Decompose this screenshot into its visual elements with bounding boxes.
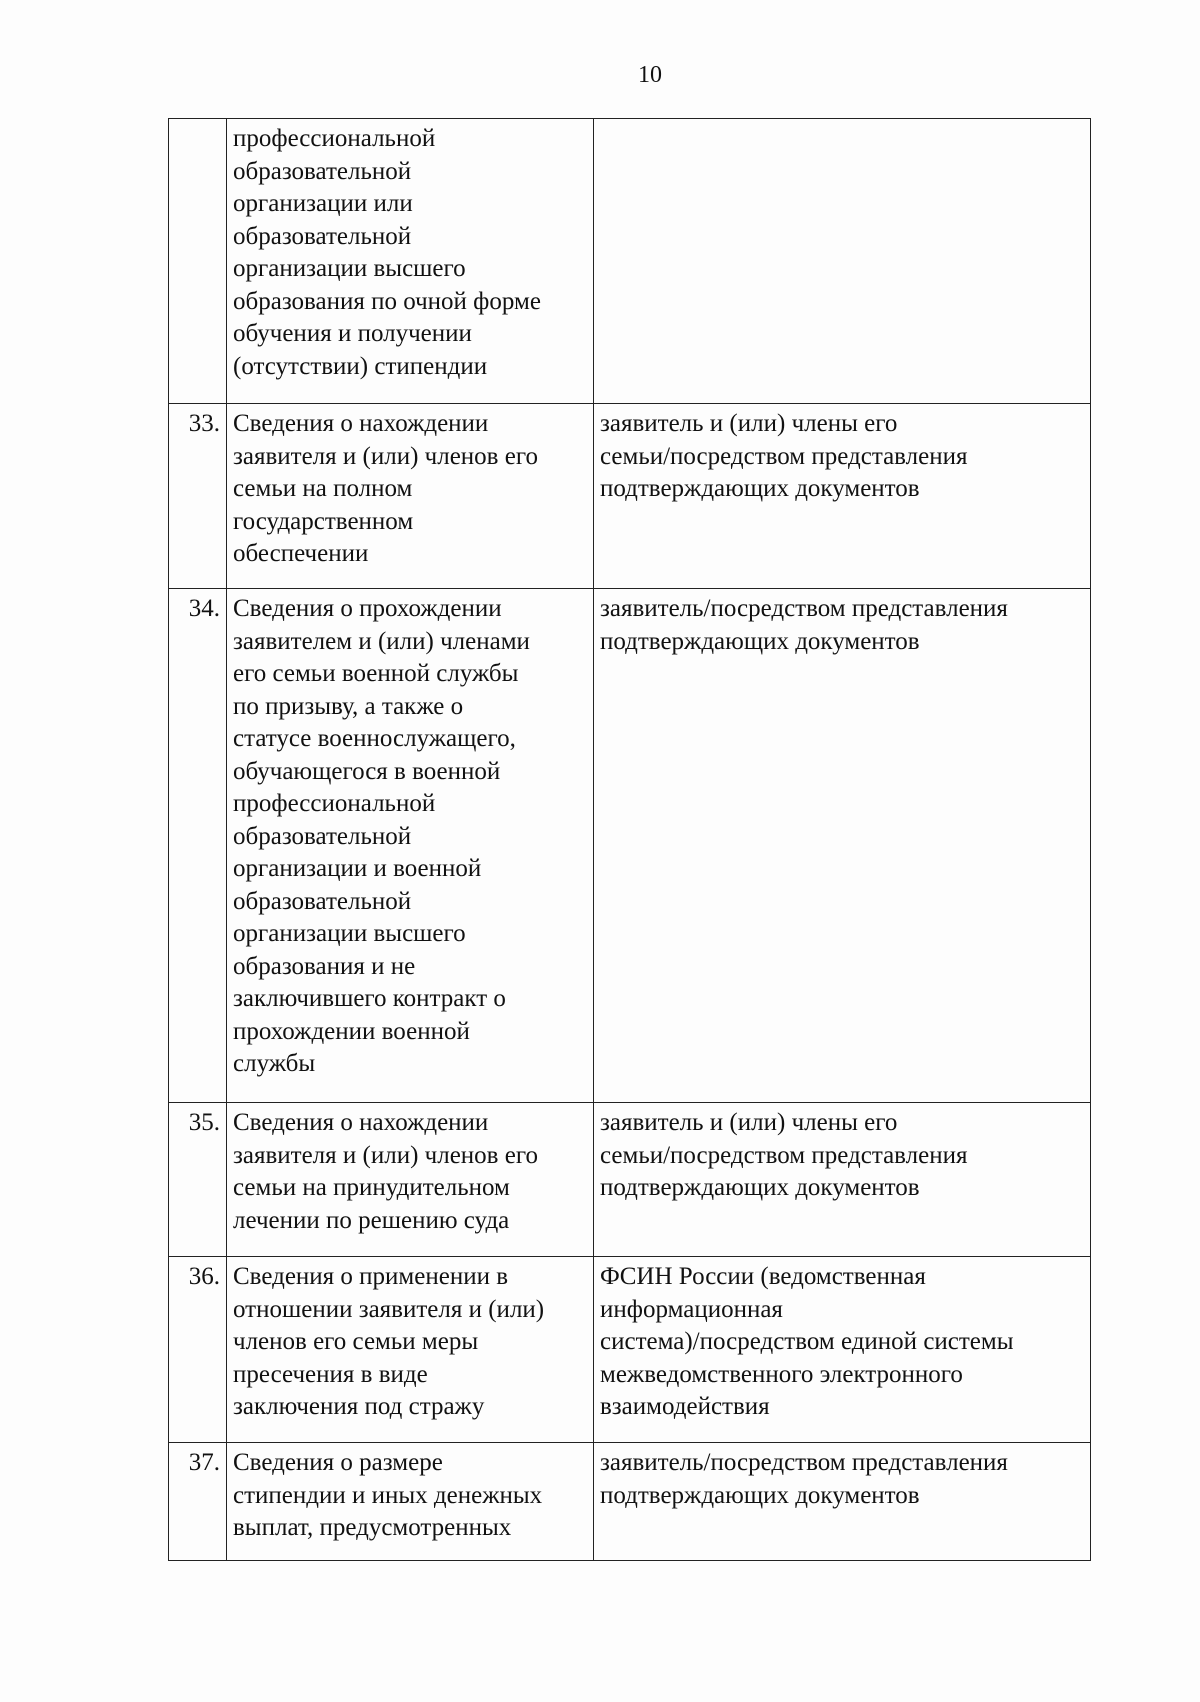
source-line: подтверждающих документов bbox=[600, 475, 920, 502]
source-line: подтверждающих документов bbox=[600, 1481, 920, 1509]
description-line: лечении по решению суда bbox=[233, 1206, 510, 1234]
row-description bbox=[227, 1443, 594, 1561]
description-line: заявителя и (или) членов его bbox=[233, 442, 538, 470]
row-source bbox=[594, 1103, 1091, 1257]
source-line: заявитель и (или) члены его bbox=[600, 1109, 898, 1136]
description-line: членов его семьи меры bbox=[233, 1328, 479, 1355]
source-line: система)/посредством единой системы bbox=[600, 1328, 1014, 1355]
row-source bbox=[594, 1443, 1091, 1561]
description-line: образовательной bbox=[233, 887, 412, 915]
row-number: 35. bbox=[169, 1103, 227, 1257]
documents-table bbox=[168, 118, 1091, 1561]
description-line: организации высшего bbox=[233, 255, 466, 282]
description-line: Сведения о применении в bbox=[233, 1263, 509, 1290]
description-line: образовательной bbox=[233, 822, 412, 850]
row-number: 36. bbox=[169, 1257, 227, 1443]
description-line: по призыву, а также о bbox=[233, 692, 464, 720]
page-number: 10 bbox=[638, 62, 662, 88]
description-line: стипендии и иных денежных bbox=[233, 1481, 543, 1509]
description-line: службы bbox=[233, 1050, 316, 1077]
source-line: подтверждающих документов bbox=[600, 627, 920, 655]
row-number bbox=[169, 119, 227, 404]
row-number: 33. bbox=[169, 404, 227, 589]
row-number: 37. bbox=[169, 1443, 227, 1561]
row-source bbox=[594, 404, 1091, 589]
row-source bbox=[594, 119, 1091, 404]
description-line: выплат, предусмотренных bbox=[233, 1514, 512, 1541]
table-row bbox=[169, 1103, 1091, 1257]
description-line: образовательной bbox=[233, 157, 412, 185]
description-line: организации и военной bbox=[233, 855, 482, 882]
source-line: межведомственного электронного bbox=[600, 1360, 963, 1388]
description-line: статусе военнослужащего, bbox=[233, 725, 516, 752]
source-line: информационная bbox=[600, 1295, 783, 1323]
row-description bbox=[227, 1257, 594, 1443]
source-line: семьи/посредством представления bbox=[600, 442, 968, 470]
description-line: Сведения о прохождении bbox=[233, 595, 502, 622]
row-description bbox=[227, 404, 594, 589]
description-line: обучающегося в военной bbox=[233, 757, 501, 785]
table-row bbox=[169, 1257, 1091, 1443]
description-line: отношении заявителя и (или) bbox=[233, 1295, 545, 1323]
source-line: ФСИН России (ведомственная bbox=[600, 1263, 926, 1290]
source-line: подтверждающих документов bbox=[600, 1174, 920, 1201]
description-line: заключения под стражу bbox=[233, 1393, 485, 1420]
description-line: обеспечении bbox=[233, 540, 369, 567]
source-line: заявитель/посредством представления bbox=[600, 1449, 1008, 1476]
source-line: семьи/посредством представления bbox=[600, 1141, 968, 1169]
source-line: взаимодействия bbox=[600, 1393, 770, 1420]
description-line: Сведения о размере bbox=[233, 1449, 443, 1476]
description-line: семьи на полном bbox=[233, 475, 413, 502]
row-description bbox=[227, 119, 594, 404]
table-row bbox=[169, 119, 1091, 404]
row-description bbox=[227, 589, 594, 1103]
row-number: 34. bbox=[169, 589, 227, 1103]
row-description bbox=[227, 1103, 594, 1257]
description-line: организации высшего bbox=[233, 920, 466, 947]
description-line: образования по очной форме bbox=[233, 287, 541, 315]
table-row bbox=[169, 404, 1091, 589]
description-line: (отсутствии) стипендии bbox=[233, 352, 488, 380]
table-row bbox=[169, 1443, 1091, 1561]
row-source bbox=[594, 1257, 1091, 1443]
description-line: профессиональной bbox=[233, 125, 436, 152]
source-line: заявитель и (или) члены его bbox=[600, 410, 898, 437]
description-line: заявителя и (или) членов его bbox=[233, 1141, 538, 1169]
source-line: заявитель/посредством представления bbox=[600, 595, 1008, 622]
description-line: заявителем и (или) членами bbox=[233, 627, 530, 655]
row-source bbox=[594, 589, 1091, 1103]
description-line: образовательной bbox=[233, 222, 412, 250]
description-line: пресечения в виде bbox=[233, 1360, 428, 1388]
description-line: образования и не bbox=[233, 952, 416, 980]
description-line: семьи на принудительном bbox=[233, 1174, 510, 1201]
description-line: Сведения о нахождении bbox=[233, 410, 489, 437]
description-line: государственном bbox=[233, 507, 414, 535]
description-line: организации или bbox=[233, 190, 413, 217]
description-line: его семьи военной службы bbox=[233, 660, 519, 687]
description-line: профессиональной bbox=[233, 790, 436, 817]
description-line: Сведения о нахождении bbox=[233, 1109, 489, 1136]
table-row bbox=[169, 589, 1091, 1103]
description-line: прохождении военной bbox=[233, 1017, 470, 1045]
description-line: заключившего контракт о bbox=[233, 985, 506, 1012]
description-line: обучения и получении bbox=[233, 320, 472, 347]
